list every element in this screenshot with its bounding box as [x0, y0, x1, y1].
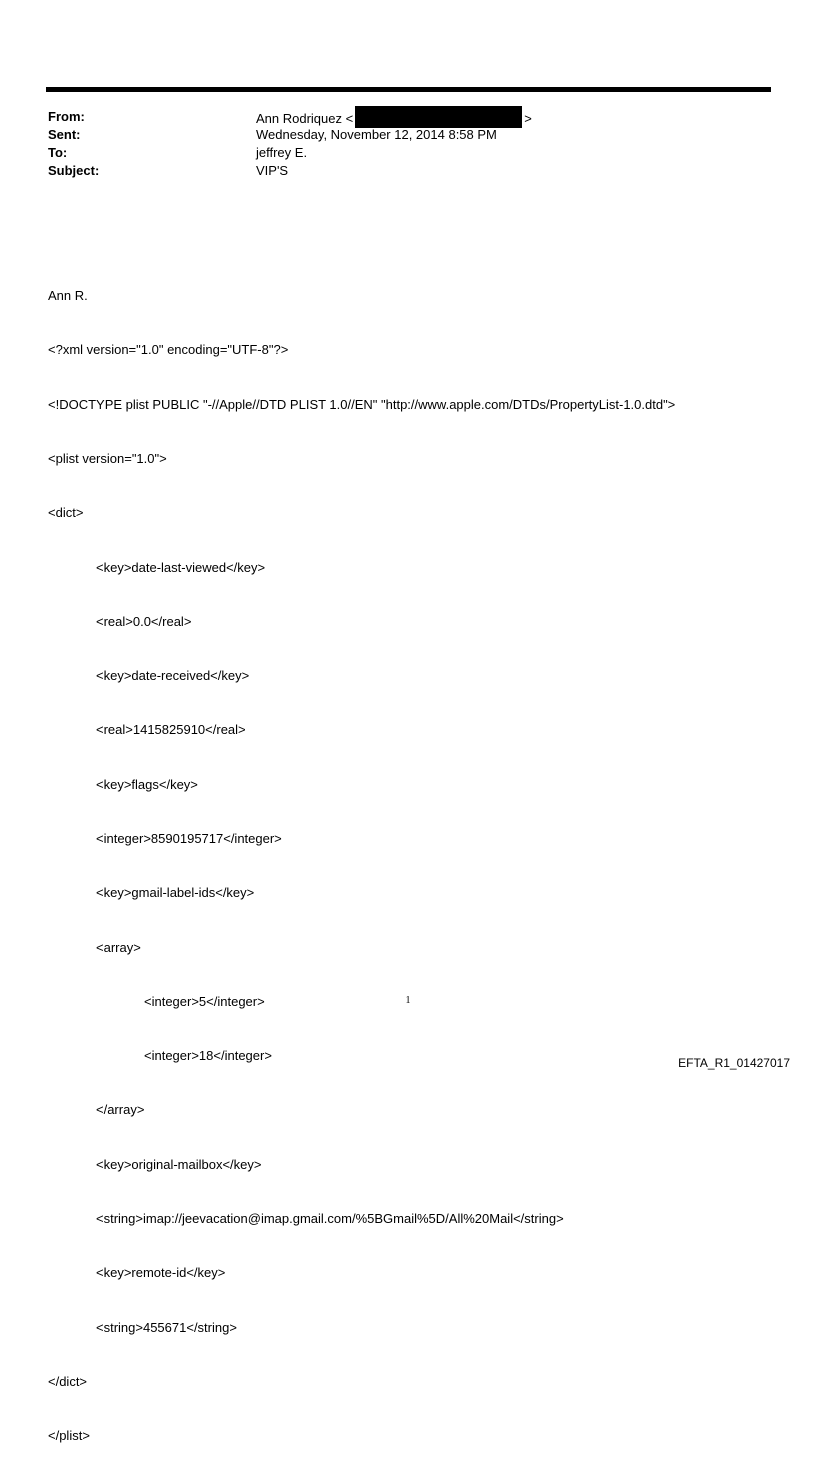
- body-line: <key>remote-id</key>: [96, 1265, 226, 1281]
- sent-value: Wednesday, November 12, 2014 8:58 PM: [256, 127, 497, 142]
- body-line: <key>date-last-viewed</key>: [96, 559, 266, 575]
- body-line: <key>original-mailbox</key>: [96, 1156, 262, 1172]
- document-id: EFTA_R1_01427017: [678, 1056, 790, 1070]
- body-line: Ann R.: [48, 288, 88, 304]
- body-line: </plist>: [48, 1428, 90, 1444]
- body-line: <string>imap://jeevacation@imap.gmail.com/%5BGmail%5D/All%20Mail</string>: [96, 1210, 564, 1226]
- to-row: [48, 144, 768, 162]
- redaction-block: [355, 106, 522, 128]
- body-line: <real>1415825910</real>: [96, 722, 246, 738]
- sent-label: Sent:: [48, 127, 81, 142]
- body-line: <real>0.0</real>: [96, 613, 192, 629]
- body-line: <array>: [96, 939, 141, 955]
- body-line: <key>date-received</key>: [96, 668, 250, 684]
- body-line: <plist version="1.0">: [48, 451, 167, 467]
- subject-label: Subject:: [48, 163, 100, 178]
- body-line: <?xml version="1.0" encoding="UTF-8"?>: [48, 342, 289, 358]
- from-name: Ann Rodriquez <: [256, 111, 354, 126]
- to-label: To:: [48, 145, 68, 160]
- body-line: <string>455671</string>: [96, 1319, 237, 1335]
- email-header: [48, 108, 768, 180]
- body-line: <integer>5</integer>: [144, 993, 265, 1009]
- body-line: <integer>18</integer>: [144, 1048, 272, 1064]
- body-line: </dict>: [48, 1373, 88, 1389]
- email-body: [48, 251, 788, 1463]
- from-label: From:: [48, 109, 85, 124]
- body-line: <!DOCTYPE plist PUBLIC "-//Apple//DTD PLIST 1.0//EN" "http://www.apple.com/DTDs/PropertyList-1.0.dtd">: [48, 396, 676, 412]
- from-value: [256, 106, 768, 128]
- to-value: jeffrey E.: [256, 145, 308, 160]
- from-row: [48, 108, 768, 126]
- body-line: <dict>: [48, 505, 84, 521]
- page-number: 1: [405, 995, 411, 1006]
- subject-row: [48, 162, 768, 180]
- sent-row: [48, 126, 768, 144]
- subject-value: VIP'S: [256, 163, 289, 178]
- from-close: >: [524, 111, 532, 126]
- header-rule: [46, 87, 771, 92]
- body-line: <key>flags</key>: [96, 776, 198, 792]
- body-line: <key>gmail-label-ids</key>: [96, 885, 255, 901]
- body-line: </array>: [96, 1102, 145, 1118]
- body-line: <integer>8590195717</integer>: [96, 831, 282, 846]
